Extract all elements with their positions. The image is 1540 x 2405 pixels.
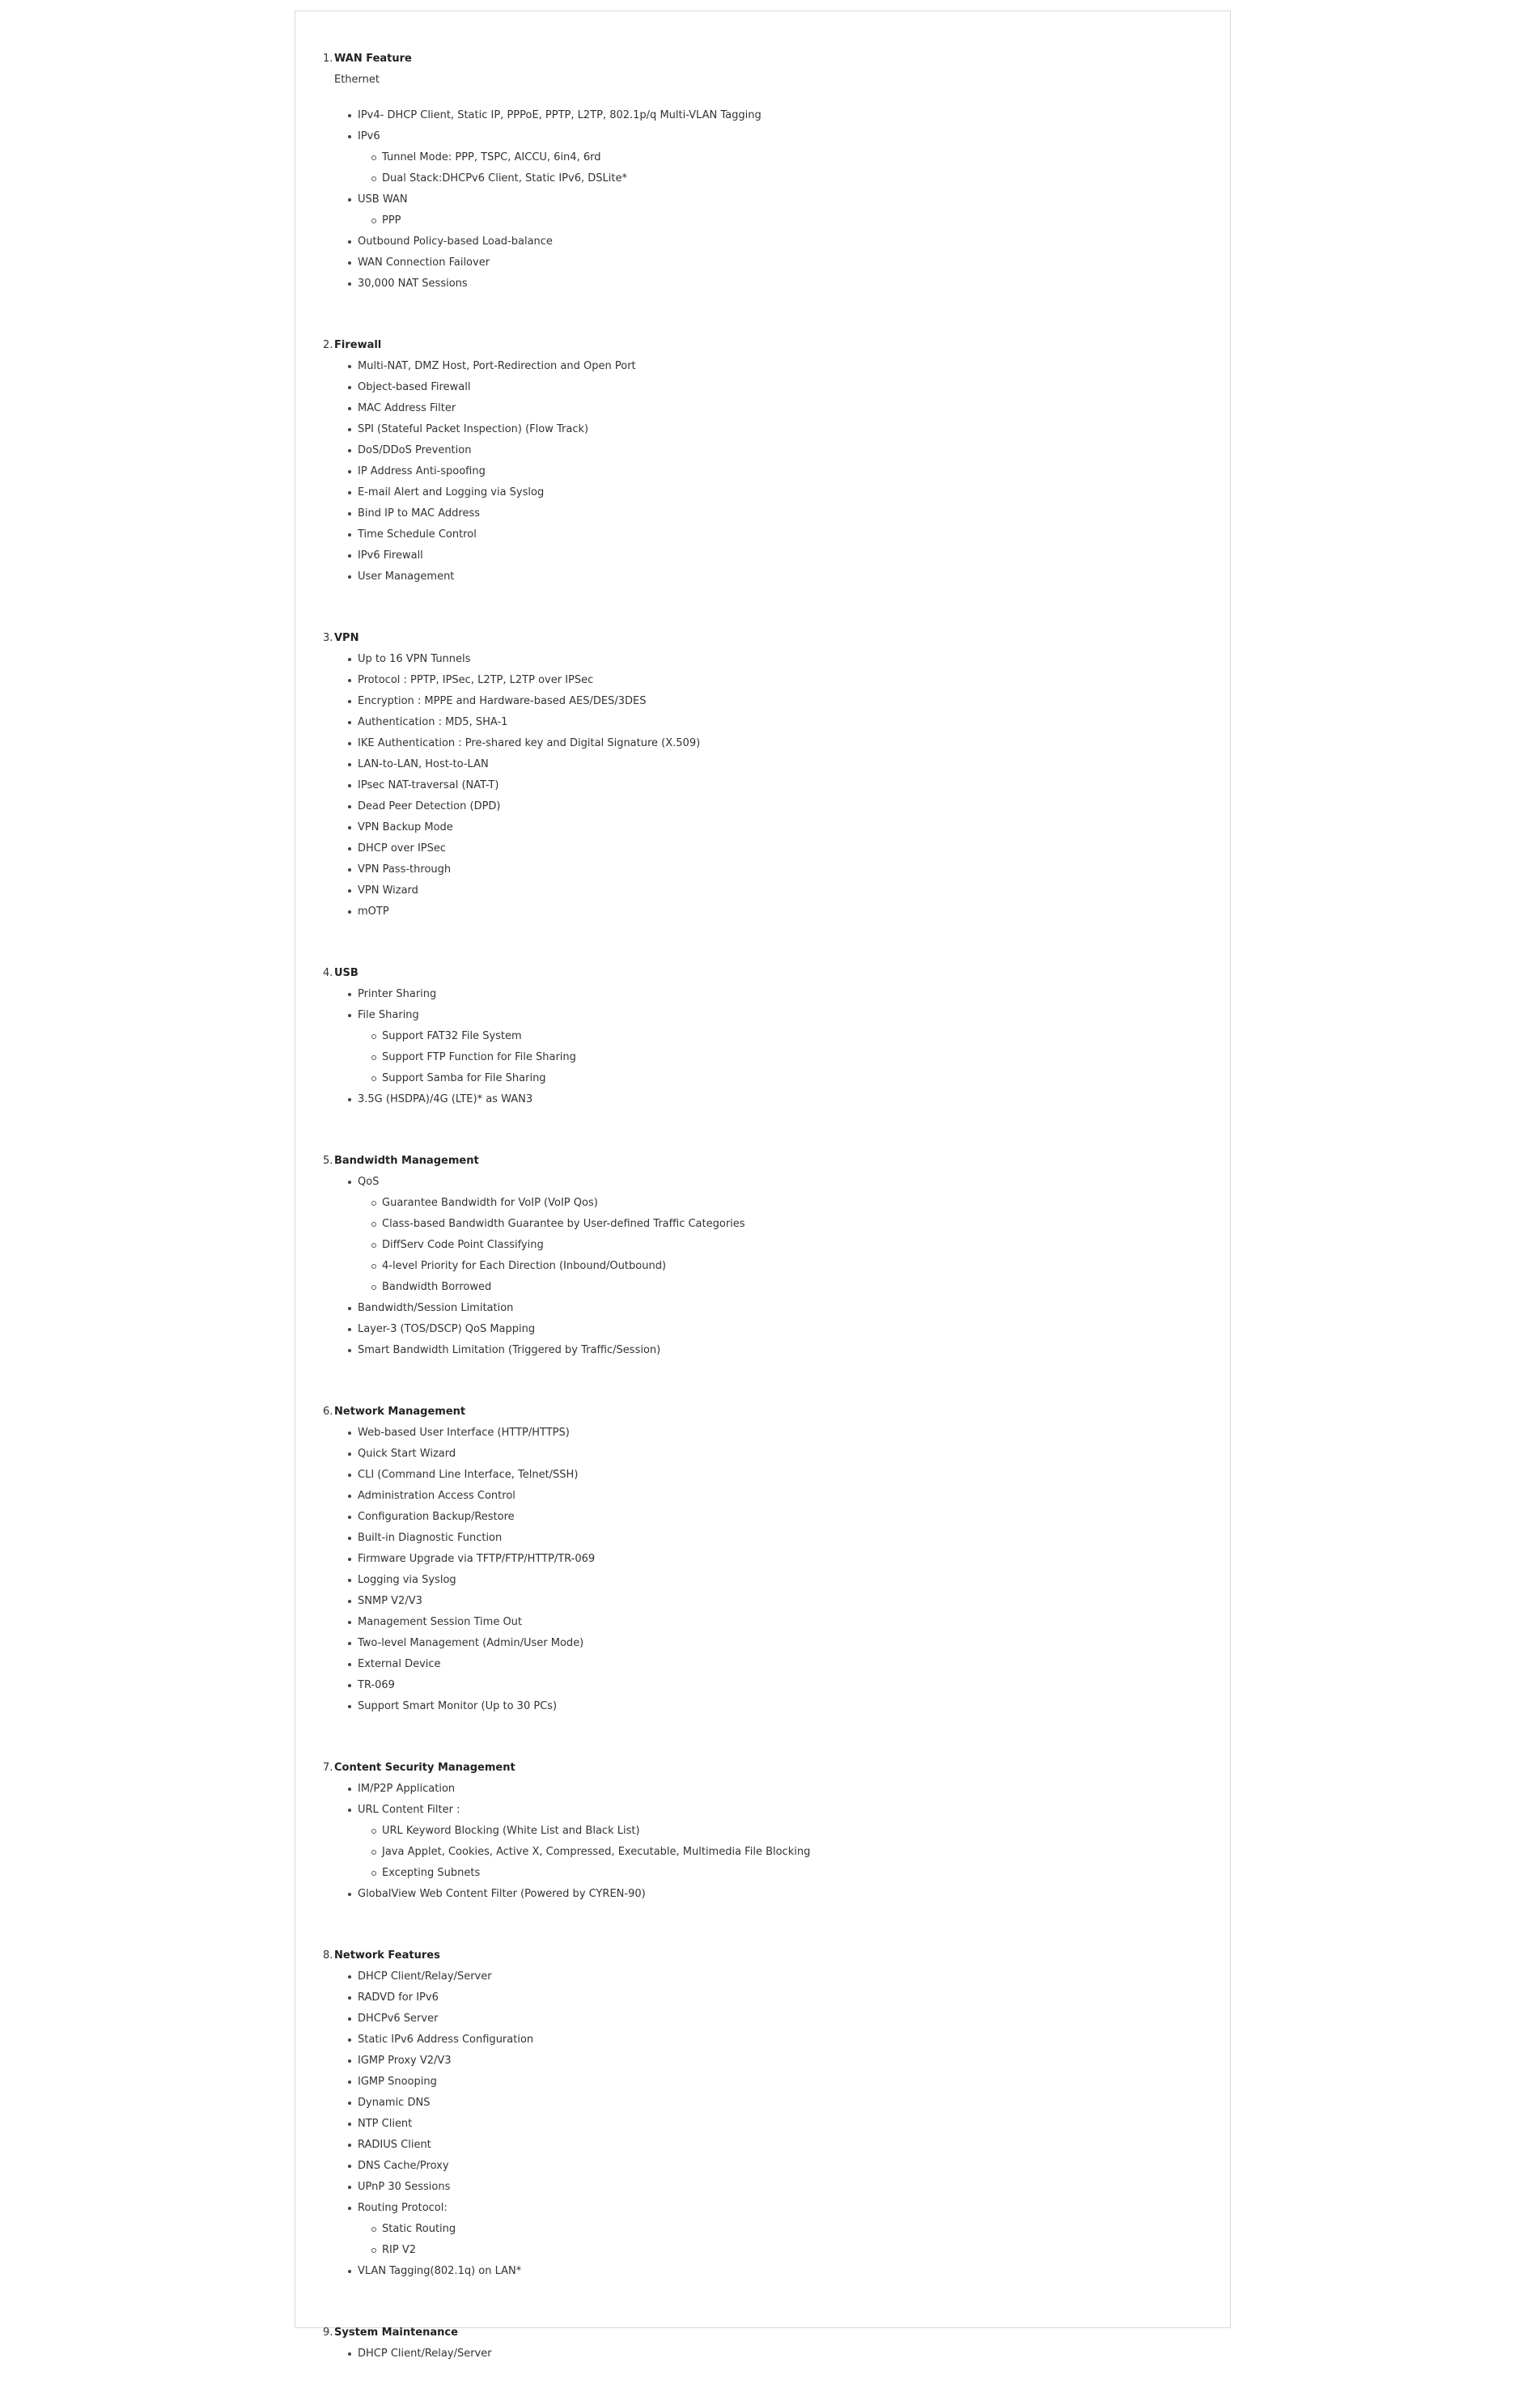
feature-subitem: PPP: [323, 210, 1214, 231]
spec-card: [295, 11, 1231, 2360]
feature-subitem: Class-based Bandwidth Guarantee by User-defined Traffic Categories: [323, 1214, 1214, 1235]
feature-item: [323, 1423, 1214, 1444]
feature-item: [323, 859, 1214, 880]
section-heading: [323, 2322, 1214, 2343]
feature-label: Two-level Management (Admin/User Mode): [358, 1637, 584, 1649]
feature-label: IGMP Snooping: [358, 2076, 437, 2088]
feature-subitem: Bandwidth Borrowed: [323, 1277, 1214, 1298]
feature-label: 3.5G (HSDPA)/4G (LTE)* as WAN3: [358, 1093, 533, 1105]
feature-item: [323, 1654, 1214, 1675]
feature-list: [323, 984, 1214, 1110]
feature-label: IGMP Proxy V2/V3: [358, 2055, 452, 2067]
feature-item: [323, 1486, 1214, 1507]
section-number: 7.: [323, 1762, 333, 1774]
section-title: Bandwidth Management: [334, 1155, 479, 1167]
feature-label: VLAN Tagging(802.1q) on LAN*: [358, 2265, 522, 2277]
feature-label: E-mail Alert and Logging via Syslog: [358, 486, 545, 498]
feature-label: IPv6 Firewall: [358, 549, 423, 562]
feature-subitem: Support FTP Function for File Sharing: [323, 1047, 1214, 1068]
feature-item: [323, 1633, 1214, 1654]
section-firewall: [323, 335, 1214, 587]
section-usb: [323, 963, 1214, 1110]
section-heading: [323, 1151, 1214, 1172]
feature-label: URL Content Filter :: [358, 1804, 460, 1816]
section-network-management: [323, 1402, 1214, 1717]
section-number: 3.: [323, 632, 333, 644]
feature-subitem: Support Samba for File Sharing: [323, 1068, 1214, 1089]
section-number: 9.: [323, 2327, 333, 2339]
feature-label: Dynamic DNS: [358, 2097, 431, 2109]
feature-subitem: Static Routing: [323, 2219, 1214, 2240]
feature-item: [323, 1089, 1214, 1110]
feature-item: [323, 1884, 1214, 1905]
feature-label: Dead Peer Detection (DPD): [358, 800, 501, 812]
feature-item: [323, 231, 1214, 252]
feature-label: Object-based Firewall: [358, 381, 471, 393]
section-vpn: [323, 628, 1214, 923]
feature-subitem: RIP V2: [323, 2240, 1214, 2261]
section-number: 4.: [323, 967, 333, 979]
feature-label: Logging via Syslog: [358, 1574, 456, 1586]
feature-item: [323, 1675, 1214, 1696]
feature-label: WAN Connection Failover: [358, 257, 490, 269]
feature-list: [323, 356, 1214, 587]
feature-item: [323, 2072, 1214, 2093]
feature-label: Multi-NAT, DMZ Host, Port-Redirection and Open Port: [358, 360, 636, 372]
feature-label: Encryption : MPPE and Hardware-based AES/DES/3DES: [358, 695, 647, 707]
section-title: USB: [334, 967, 358, 979]
feature-label: Quick Start Wizard: [358, 1448, 456, 1460]
feature-label: Bind IP to MAC Address: [358, 507, 481, 520]
feature-list: [323, 1966, 1214, 2282]
section-title: WAN Feature: [334, 53, 412, 65]
feature-list: [323, 649, 1214, 923]
feature-label: Up to 16 VPN Tunnels: [358, 653, 471, 665]
section-heading: [323, 49, 1214, 70]
feature-item: [323, 482, 1214, 503]
feature-item: [323, 1005, 1214, 1026]
section-title: Content Security Management: [334, 1762, 515, 1774]
feature-item: [323, 1507, 1214, 1528]
section-network-features: [323, 1945, 1214, 2282]
section-number: 6.: [323, 1406, 333, 1418]
feature-item: [323, 2156, 1214, 2177]
feature-label: USB WAN: [358, 193, 408, 206]
feature-label: DHCP Client/Relay/Server: [358, 2348, 492, 2360]
feature-item: [323, 2008, 1214, 2030]
feature-item: [323, 754, 1214, 775]
feature-item: [323, 817, 1214, 838]
feature-label: External Device: [358, 1658, 441, 1670]
feature-item: [323, 1966, 1214, 1987]
feature-item: [323, 189, 1214, 210]
feature-item: [323, 1465, 1214, 1486]
feature-item: [323, 901, 1214, 923]
feature-item: [323, 1800, 1214, 1821]
feature-item: [323, 1696, 1214, 1717]
feature-item: [323, 274, 1214, 295]
section-title: VPN: [334, 632, 359, 644]
feature-label: Built-in Diagnostic Function: [358, 1532, 503, 1544]
feature-label: User Management: [358, 570, 455, 583]
section-bandwidth-management: [323, 1151, 1214, 1361]
section-title: Network Features: [334, 1949, 440, 1962]
feature-label: Management Session Time Out: [358, 1616, 523, 1628]
feature-label: Outbound Policy-based Load-balance: [358, 235, 553, 248]
feature-item: [323, 649, 1214, 670]
feature-item: [323, 2051, 1214, 2072]
feature-label: Configuration Backup/Restore: [358, 1511, 515, 1523]
feature-label: IPv4- DHCP Client, Static IP, PPPoE, PPTP, L2TP, 802.1p/q Multi-VLAN Tagging: [358, 109, 762, 121]
feature-list: [323, 1779, 1214, 1905]
section-number: 8.: [323, 1949, 333, 1962]
feature-item: [323, 1298, 1214, 1319]
feature-label: Administration Access Control: [358, 1490, 515, 1502]
feature-list: [323, 1423, 1214, 1717]
feature-label: Routing Protocol:: [358, 2202, 448, 2214]
feature-label: Firmware Upgrade via TFTP/FTP/HTTP/TR-069: [358, 1553, 596, 1565]
feature-item: [323, 775, 1214, 796]
feature-item: [323, 440, 1214, 461]
feature-item: [323, 733, 1214, 754]
feature-item: [323, 2261, 1214, 2282]
feature-label: VPN Backup Mode: [358, 821, 453, 833]
feature-item: [323, 2177, 1214, 2198]
section-subheading: Ethernet: [334, 74, 380, 86]
feature-item: [323, 419, 1214, 440]
feature-label: NTP Client: [358, 2118, 413, 2130]
feature-label: DoS/DDoS Prevention: [358, 444, 472, 456]
feature-label: IKE Authentication : Pre-shared key and Digital Signature (X.509): [358, 737, 701, 749]
section-title: System Maintenance: [334, 2327, 458, 2339]
feature-label: VPN Pass-through: [358, 863, 452, 876]
feature-subitem: Guarantee Bandwidth for VoIP (VoIP Qos): [323, 1193, 1214, 1214]
feature-label: IPsec NAT-traversal (NAT-T): [358, 779, 499, 791]
feature-item: [323, 1612, 1214, 1633]
feature-label: Printer Sharing: [358, 988, 437, 1000]
feature-subitem: DiffServ Code Point Classifying: [323, 1235, 1214, 1256]
feature-label: Protocol : PPTP, IPSec, L2TP, L2TP over IPSec: [358, 674, 594, 686]
feature-subitem: Support FAT32 File System: [323, 1026, 1214, 1047]
section-title: Firewall: [334, 339, 382, 351]
feature-list: [323, 2343, 1214, 2365]
feature-item: [323, 712, 1214, 733]
feature-item: [323, 1987, 1214, 2008]
feature-label: IPv6: [358, 130, 380, 142]
feature-label: IP Address Anti-spoofing: [358, 465, 486, 477]
feature-subitem: URL Keyword Blocking (White List and Black List): [323, 1821, 1214, 1842]
feature-item: [323, 377, 1214, 398]
feature-item: [323, 2030, 1214, 2051]
feature-label: SPI (Stateful Packet Inspection) (Flow Track): [358, 423, 589, 435]
section-system-maintenance: [323, 2322, 1214, 2365]
feature-label: VPN Wizard: [358, 884, 418, 897]
feature-item: [323, 1528, 1214, 1549]
feature-item: [323, 566, 1214, 587]
feature-label: mOTP: [358, 906, 389, 918]
feature-label: Bandwidth/Session Limitation: [358, 1302, 514, 1314]
feature-item: [323, 503, 1214, 524]
feature-list: [323, 105, 1214, 295]
feature-item: [323, 880, 1214, 901]
feature-label: Time Schedule Control: [358, 528, 477, 541]
section-content-security-management: [323, 1758, 1214, 1905]
section-number: 1.: [323, 53, 333, 65]
section-number: 2.: [323, 339, 333, 351]
section-heading: [323, 963, 1214, 984]
feature-item: [323, 1319, 1214, 1340]
feature-item: [323, 105, 1214, 126]
feature-item: [323, 670, 1214, 691]
feature-item: [323, 1444, 1214, 1465]
feature-item: [323, 126, 1214, 147]
feature-label: QoS: [358, 1176, 380, 1188]
feature-label: RADVD for IPv6: [358, 1991, 439, 2004]
feature-label: File Sharing: [358, 1009, 419, 1021]
feature-label: DHCP over IPSec: [358, 842, 447, 855]
feature-item: [323, 1172, 1214, 1193]
feature-item: [323, 984, 1214, 1005]
feature-label: Web-based User Interface (HTTP/HTTPS): [358, 1427, 570, 1439]
section-heading: [323, 628, 1214, 649]
feature-subitem: 4-level Priority for Each Direction (Inbound/Outbound): [323, 1256, 1214, 1277]
feature-item: [323, 2343, 1214, 2365]
feature-label: GlobalView Web Content Filter (Powered by CYREN-90): [358, 1888, 646, 1900]
feature-label: DNS Cache/Proxy: [358, 2160, 449, 2172]
section-wan-feature: [323, 49, 1214, 295]
feature-label: DHCPv6 Server: [358, 2013, 439, 2025]
section-heading: [323, 1402, 1214, 1423]
feature-label: 30,000 NAT Sessions: [358, 278, 468, 290]
section-heading: [323, 335, 1214, 356]
feature-label: Layer-3 (TOS/DSCP) QoS Mapping: [358, 1323, 536, 1335]
feature-item: [323, 1779, 1214, 1800]
feature-item: [323, 796, 1214, 817]
feature-label: UPnP 30 Sessions: [358, 2181, 451, 2193]
feature-label: MAC Address Filter: [358, 402, 456, 414]
feature-item: [323, 2093, 1214, 2114]
section-title: Network Management: [334, 1406, 466, 1418]
feature-item: [323, 461, 1214, 482]
feature-label: Static IPv6 Address Configuration: [358, 2034, 534, 2046]
feature-item: [323, 545, 1214, 566]
feature-item: [323, 1340, 1214, 1361]
feature-list: [323, 1172, 1214, 1361]
feature-item: [323, 524, 1214, 545]
feature-item: [323, 2135, 1214, 2156]
feature-label: Support Smart Monitor (Up to 30 PCs): [358, 1700, 558, 1712]
feature-subitem: Tunnel Mode: PPP, TSPC, AICCU, 6in4, 6rd: [323, 147, 1214, 168]
feature-subitem: Dual Stack:DHCPv6 Client, Static IPv6, DSLite*: [323, 168, 1214, 189]
feature-subitem: Java Applet, Cookies, Active X, Compressed, Executable, Multimedia File Blocking: [323, 1842, 1214, 1863]
feature-subitem: Excepting Subnets: [323, 1863, 1214, 1884]
feature-item: [323, 1591, 1214, 1612]
feature-item: [323, 2198, 1214, 2219]
feature-item: [323, 691, 1214, 712]
feature-item: [323, 838, 1214, 859]
feature-item: [323, 2114, 1214, 2135]
feature-item: [323, 398, 1214, 419]
feature-label: Authentication : MD5, SHA-1: [358, 716, 508, 728]
feature-label: TR-069: [358, 1679, 395, 1691]
feature-item: [323, 1549, 1214, 1570]
section-heading: [323, 1945, 1214, 1966]
feature-label: DHCP Client/Relay/Server: [358, 1970, 492, 1983]
feature-item: [323, 252, 1214, 274]
feature-label: RADIUS Client: [358, 2139, 431, 2151]
section-heading: [323, 1758, 1214, 1779]
feature-item: [323, 356, 1214, 377]
feature-label: CLI (Command Line Interface, Telnet/SSH): [358, 1469, 579, 1481]
feature-label: IM/P2P Application: [358, 1783, 456, 1795]
feature-item: [323, 1570, 1214, 1591]
feature-label: Smart Bandwidth Limitation (Triggered by Traffic/Session): [358, 1344, 661, 1356]
feature-label: LAN-to-LAN, Host-to-LAN: [358, 758, 489, 770]
section-number: 5.: [323, 1155, 333, 1167]
feature-label: SNMP V2/V3: [358, 1595, 422, 1607]
spec-content: [323, 49, 1214, 2405]
